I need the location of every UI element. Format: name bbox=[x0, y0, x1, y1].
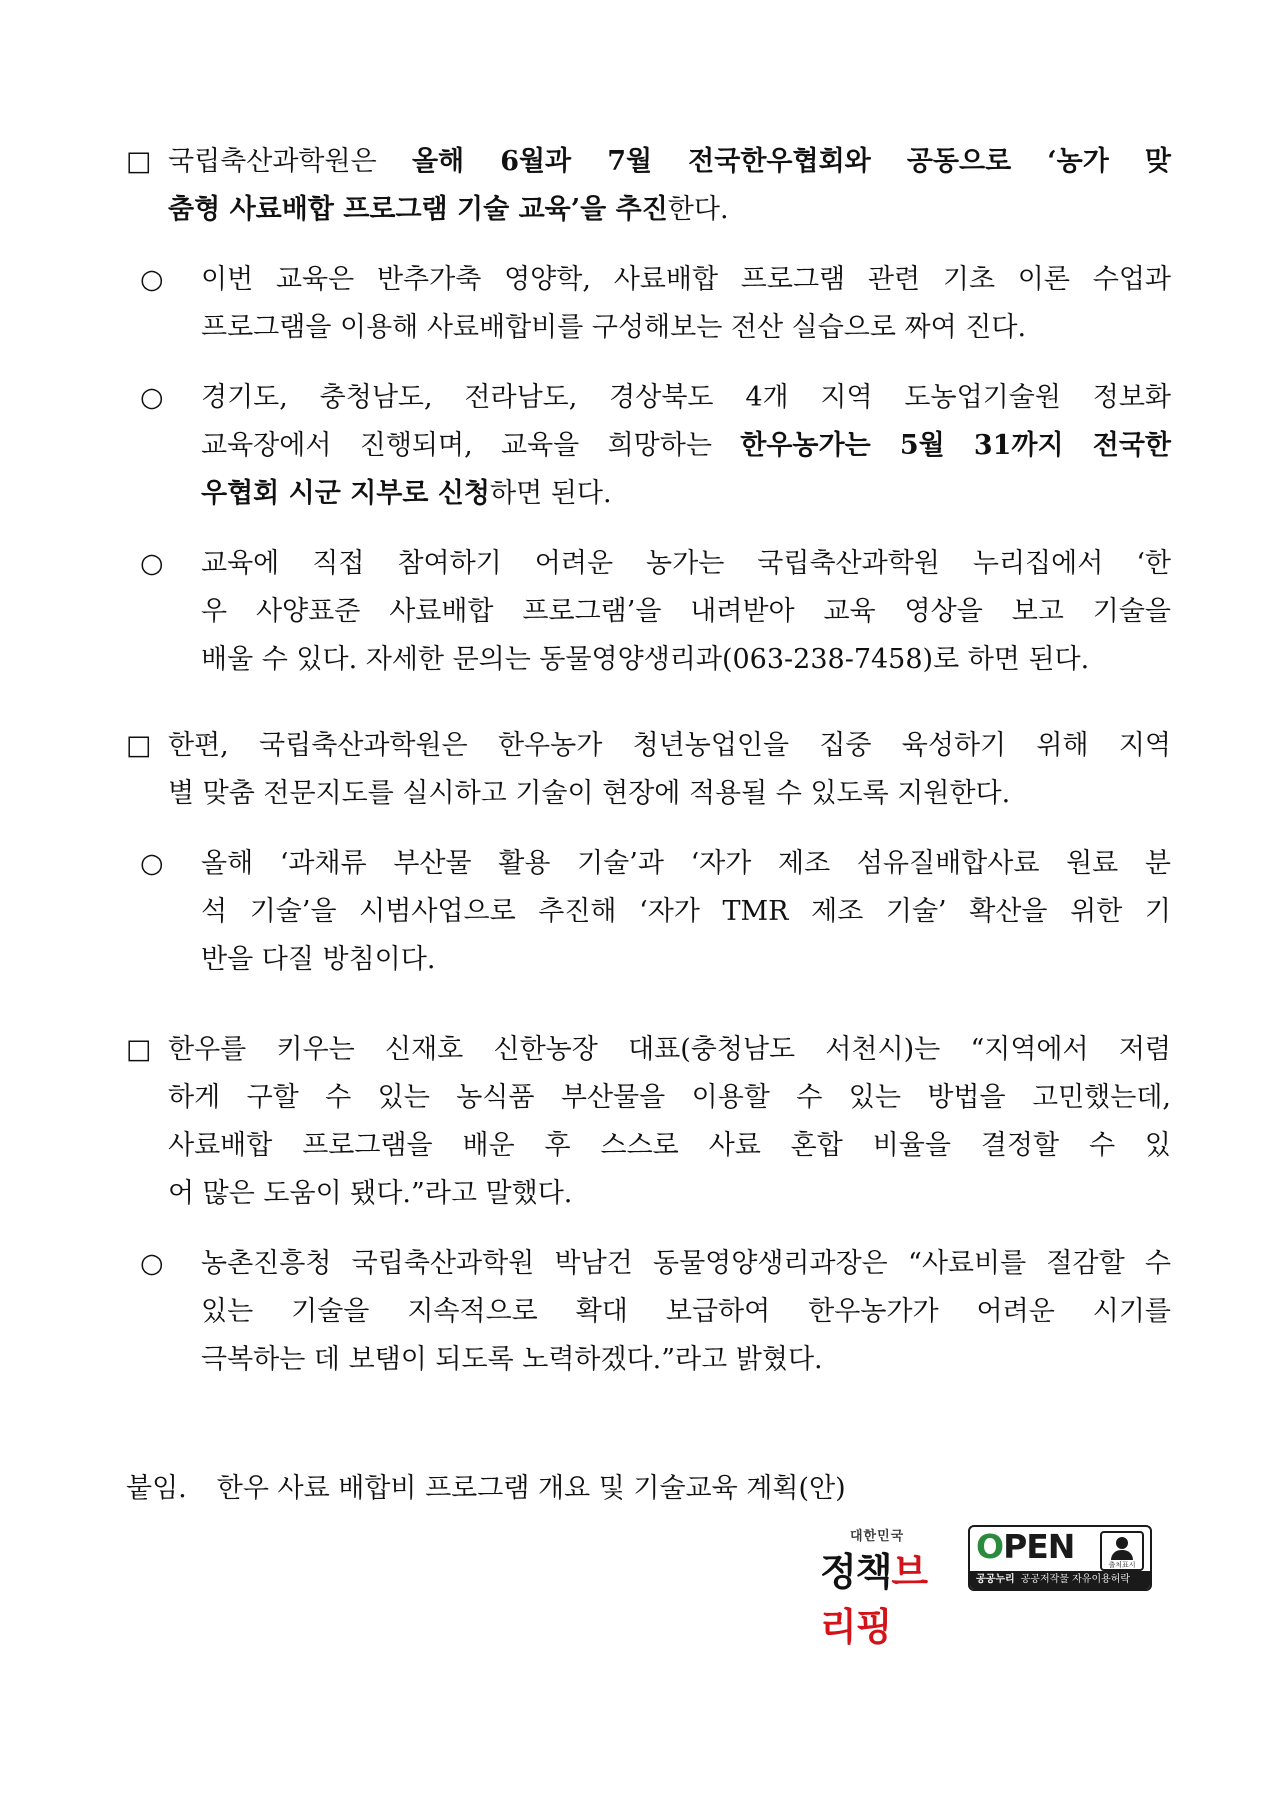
text-line bbox=[201, 636, 1171, 684]
logo-big-text bbox=[820, 1541, 960, 1651]
text-segment: 하게 구할 수 있는 농식품 부산물을 이용할 수 있는 방법을 고민했는데, bbox=[168, 1082, 1171, 1113]
text-segment: 교육장에서 진행되며, 교육을 희망하는 bbox=[201, 430, 741, 461]
text-segment: 극복하는 데 보탬이 되도록 노력하겠다.”라고 밝혔다. bbox=[201, 1344, 823, 1375]
square-bullet-icon: □ bbox=[126, 146, 152, 177]
text-line bbox=[168, 1170, 1171, 1218]
sub-paragraph bbox=[140, 1240, 1171, 1384]
text-line bbox=[201, 374, 1171, 422]
text-line bbox=[201, 256, 1171, 304]
circle-bullet-icon: ○ bbox=[140, 1248, 164, 1279]
text-line bbox=[168, 138, 1171, 186]
sub-paragraph bbox=[140, 256, 1171, 352]
open-rest: PEN bbox=[1003, 1527, 1075, 1566]
text-segment: 경기도, 충청남도, 전라남도, 경상북도 4개 지역 도농업기술원 정보화 bbox=[201, 382, 1171, 413]
text-segment: 있는 기술을 지속적으로 확대 보급하여 한우농가가 어려운 시기를 bbox=[201, 1296, 1171, 1327]
text-segment: 하면 된다. bbox=[490, 478, 612, 509]
text-segment: 프로그램을 이용해 사료배합비를 구성해보는 전산 실습으로 짜여 진다. bbox=[201, 312, 1027, 343]
logo-big-main: 정책 bbox=[820, 1550, 892, 1594]
text-line bbox=[201, 588, 1171, 636]
attachment-text: 한우 사료 배합비 프로그램 개요 및 기술교육 계획(안) bbox=[216, 1473, 846, 1504]
section-young-farmers bbox=[126, 722, 1171, 984]
bold-text: 우협회 시군 지부로 신청 bbox=[201, 478, 491, 509]
text-segment: 배울 수 있다. 자세한 문의는 동물영양생리과(063-238-7458)로 하면 된다. bbox=[201, 644, 1090, 675]
attachment-label: 붙임. bbox=[126, 1473, 187, 1504]
text-line bbox=[168, 186, 1171, 234]
text-line bbox=[201, 1240, 1171, 1288]
text-segment: 반을 다질 방침이다. bbox=[201, 944, 436, 975]
circle-bullet-icon: ○ bbox=[140, 848, 164, 879]
text-line bbox=[201, 936, 1171, 984]
text-line bbox=[168, 1026, 1171, 1074]
text-segment: 한다. bbox=[667, 194, 729, 225]
open-o: O bbox=[976, 1527, 1004, 1566]
text-line bbox=[201, 304, 1171, 352]
logo-big-accent: 브리핑 bbox=[820, 1550, 928, 1649]
text-segment: 어 많은 도움이 됐다.”라고 말했다. bbox=[168, 1178, 573, 1209]
bold-text: 한우농가는 5월 31까지 전국한 bbox=[740, 430, 1171, 461]
circle-bullet-icon: ○ bbox=[140, 264, 164, 295]
person-body-shape bbox=[1111, 1550, 1133, 1560]
text-line bbox=[201, 540, 1171, 588]
text-segment: 한우를 키우는 신재호 신한농장 대표(충청남도 서천시)는 “지역에서 저렴 bbox=[168, 1034, 1171, 1065]
text-line bbox=[201, 1288, 1171, 1336]
text-segment: 올해 ‘과채류 부산물 활용 기술’과 ‘자가 제조 섬유질배합사료 원료 분 bbox=[201, 848, 1171, 879]
text-segment: 교육에 직접 참여하기 어려운 농가는 국립축산과학원 누리집에서 ‘한 bbox=[201, 548, 1171, 579]
circle-bullet-icon: ○ bbox=[140, 382, 164, 413]
text-segment: 한편, 국립축산과학원은 한우농가 청년농업인을 집중 육성하기 위해 지역 bbox=[168, 730, 1171, 761]
person-head-shape bbox=[1116, 1537, 1128, 1549]
square-bullet-icon: □ bbox=[126, 1034, 152, 1065]
text-segment: 사료배합 프로그램을 배운 후 스스로 사료 혼합 비율을 결정할 수 있 bbox=[168, 1130, 1171, 1161]
main-paragraph bbox=[126, 138, 1171, 234]
badge-caption: 출처표시 bbox=[1108, 1561, 1136, 1569]
sub-paragraph bbox=[140, 374, 1171, 518]
main-paragraph bbox=[126, 1026, 1171, 1218]
text-line bbox=[201, 1336, 1171, 1384]
text-segment: 농촌진흥청 국립축산과학원 박남건 동물영양생리과장은 “사료비를 절감할 수 bbox=[201, 1248, 1171, 1279]
text-segment: 이번 교육은 반추가축 영양학, 사료배합 프로그램 관련 기초 이론 수업과 bbox=[201, 264, 1171, 295]
square-bullet-icon: □ bbox=[126, 730, 152, 761]
text-line bbox=[168, 722, 1171, 770]
section-quotes bbox=[126, 1026, 1171, 1384]
circle-bullet-icon: ○ bbox=[140, 548, 164, 579]
attribution-badge-icon bbox=[1100, 1531, 1144, 1571]
strip-bold: 공공누리 bbox=[976, 1574, 1015, 1585]
text-segment: 국립축산과학원은 bbox=[168, 146, 412, 177]
sub-paragraph bbox=[140, 540, 1171, 684]
text-line bbox=[168, 1074, 1171, 1122]
text-line bbox=[168, 770, 1171, 818]
text-segment: 석 기술’을 시범사업으로 추진해 ‘자가 TMR 제조 기술’ 확산을 위한 기 bbox=[201, 896, 1171, 927]
main-paragraph bbox=[126, 722, 1171, 818]
sub-paragraph bbox=[140, 840, 1171, 984]
section-education bbox=[126, 138, 1171, 684]
policy-briefing-logo bbox=[820, 1525, 960, 1649]
license-strip bbox=[970, 1571, 1150, 1589]
text-segment: 별 맞춤 전문지도를 실시하고 기술이 현장에 적용될 수 있도록 지원한다. bbox=[168, 778, 1011, 809]
attachment-line bbox=[126, 1465, 846, 1513]
open-license-logo bbox=[968, 1525, 1152, 1591]
text-line bbox=[201, 422, 1171, 470]
text-line bbox=[168, 1122, 1171, 1170]
text-line bbox=[201, 470, 1171, 518]
bold-text: 올해 6월과 7월 전국한우협회와 공동으로 ‘농가 맞 bbox=[411, 146, 1171, 177]
text-line bbox=[201, 888, 1171, 936]
logo-small-text: 대한민국 bbox=[850, 1529, 905, 1544]
text-line bbox=[201, 840, 1171, 888]
bold-text: 춤형 사료배합 프로그램 기술 교육’을 추진 bbox=[168, 194, 668, 225]
text-segment: 우 사양표준 사료배합 프로그램’을 내려받아 교육 영상을 보고 기술을 bbox=[201, 596, 1171, 627]
open-text bbox=[976, 1527, 1074, 1566]
strip-text: 공공저작물 자유이용허락 bbox=[1020, 1574, 1131, 1585]
